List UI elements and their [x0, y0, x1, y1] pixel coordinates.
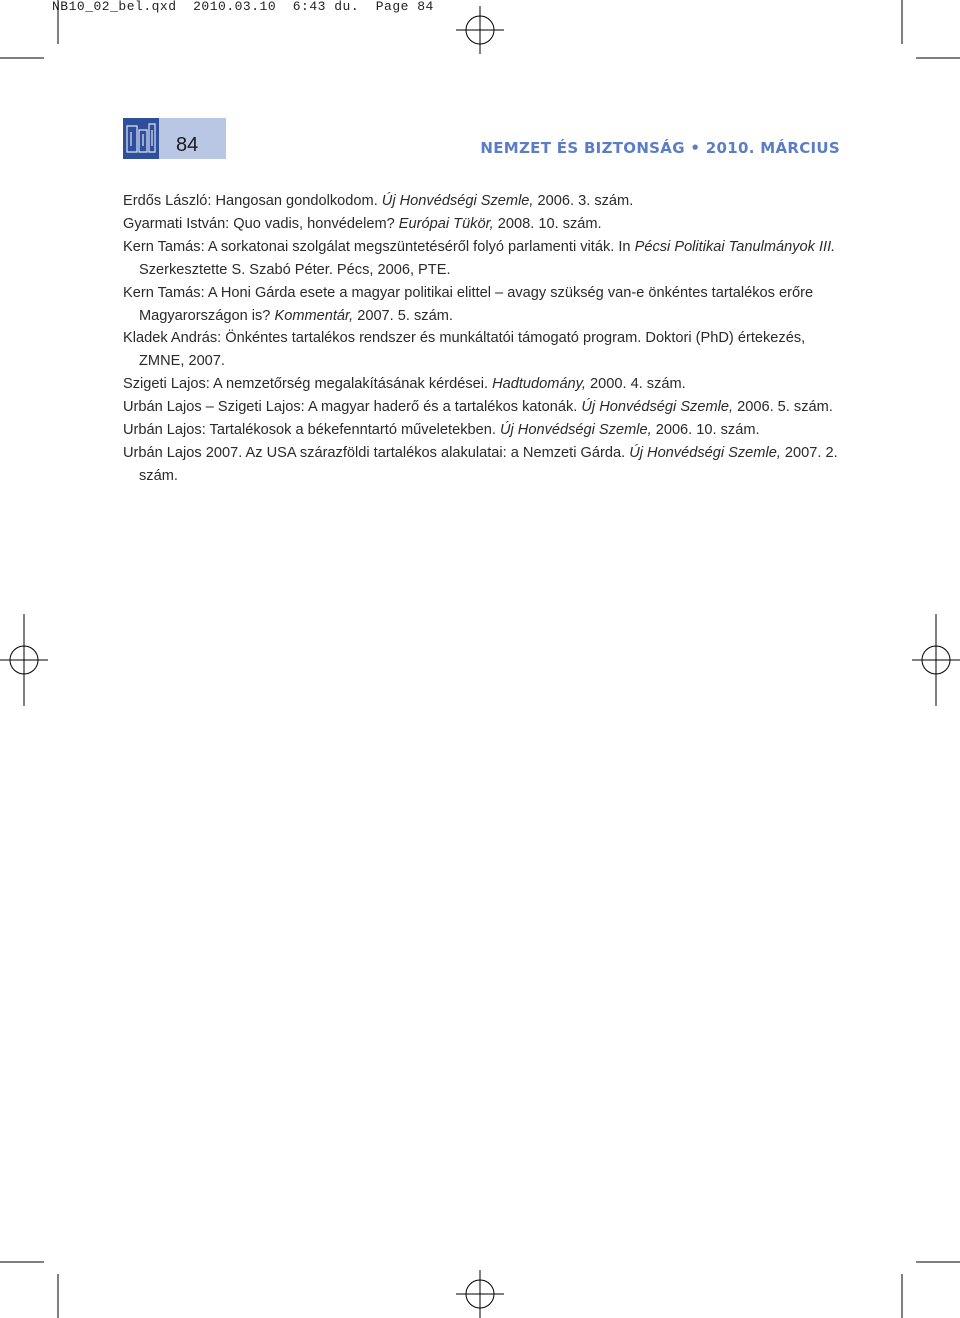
entry-text: Szerkesztette S. Szabó Péter. Pécs, 2006, PTE. [139, 261, 451, 278]
page-number: 84 [176, 134, 199, 156]
journal-logo [123, 118, 159, 159]
entry-text: 2006. 10. szám. [651, 422, 760, 439]
entry-text: Urbán Lajos – Szigeti Lajos: A magyar haderő és a tartalékos katonák. [123, 399, 582, 416]
print-slug: NB10_02_bel.qxd 2010.03.10 6:43 du. Page 84 [52, 0, 434, 14]
issue-date: 2010. MÁRCIUS [705, 139, 840, 157]
entry-source: Kommentár, [274, 307, 354, 324]
entry-text: Gyarmati István: Quo vadis, honvédelem? [123, 215, 399, 232]
bibliography-entry [123, 327, 841, 373]
page-number-badge [123, 118, 226, 159]
running-head [480, 138, 840, 158]
entry-source: Új Honvédségi Szemle, [381, 193, 534, 209]
bibliography-entry [123, 442, 841, 488]
entry-text: 2007. 5. szám. [353, 307, 453, 324]
bibliography-entry [123, 282, 841, 328]
entry-text: 2000. 4. szám. [585, 376, 686, 393]
entry-text: Kladek András: Önkéntes tartalékos rendszer és munkáltatói támogató program. Doktori (PhD) értekezés, ZMNE, 2007. [123, 330, 806, 370]
entry-source: Pécsi Politikai Tanulmányok III. [634, 238, 836, 255]
nb-logo-icon [123, 118, 159, 159]
separator-bullet: • [690, 139, 701, 157]
entry-source: Hadtudomány, [492, 376, 586, 393]
entry-text: Kern Tamás: A Honi Gárda esete a magyar politikai elittel – avagy szükség van-e önkéntes tartalékos erőre Magyarországon is? [123, 284, 814, 324]
bibliography-entry [123, 373, 841, 396]
entry-text: 2007. 2. szám. [139, 444, 838, 484]
bibliography-list [123, 190, 841, 488]
bibliography-entry [123, 236, 841, 282]
entry-text: 2006. 3. szám. [533, 193, 634, 209]
entry-source: Új Honvédségi Szemle, [581, 399, 734, 416]
bibliography-entry [123, 419, 841, 442]
bibliography-entry [123, 213, 841, 236]
entry-source: Új Honvédségi Szemle, [499, 422, 652, 439]
entry-text: Erdős László: Hangosan gondolkodom. [123, 193, 382, 209]
entry-text: 2008. 10. szám. [493, 215, 602, 232]
journal-title: NEMZET ÉS BIZTONSÁG [480, 139, 685, 157]
entry-source: Európai Tükör, [398, 215, 494, 232]
entry-text: Szigeti Lajos: A nemzetőrség megalakításának kérdései. [123, 376, 493, 393]
entry-text: Urbán Lajos: Tartalékosok a békefenntartó műveletekben. [123, 422, 500, 439]
entry-text: 2006. 5. szám. [733, 399, 833, 416]
entry-text: Urbán Lajos 2007. Az USA szárazföldi tartalékos alakulatai: a Nemzeti Gárda. [123, 444, 630, 461]
entry-source: Új Honvédségi Szemle, [629, 444, 781, 461]
entry-text: Kern Tamás: A sorkatonai szolgálat megszüntetéséről folyó parlamenti viták. In [123, 238, 635, 255]
bibliography-entry [123, 190, 841, 213]
bibliography-entry [123, 396, 841, 419]
